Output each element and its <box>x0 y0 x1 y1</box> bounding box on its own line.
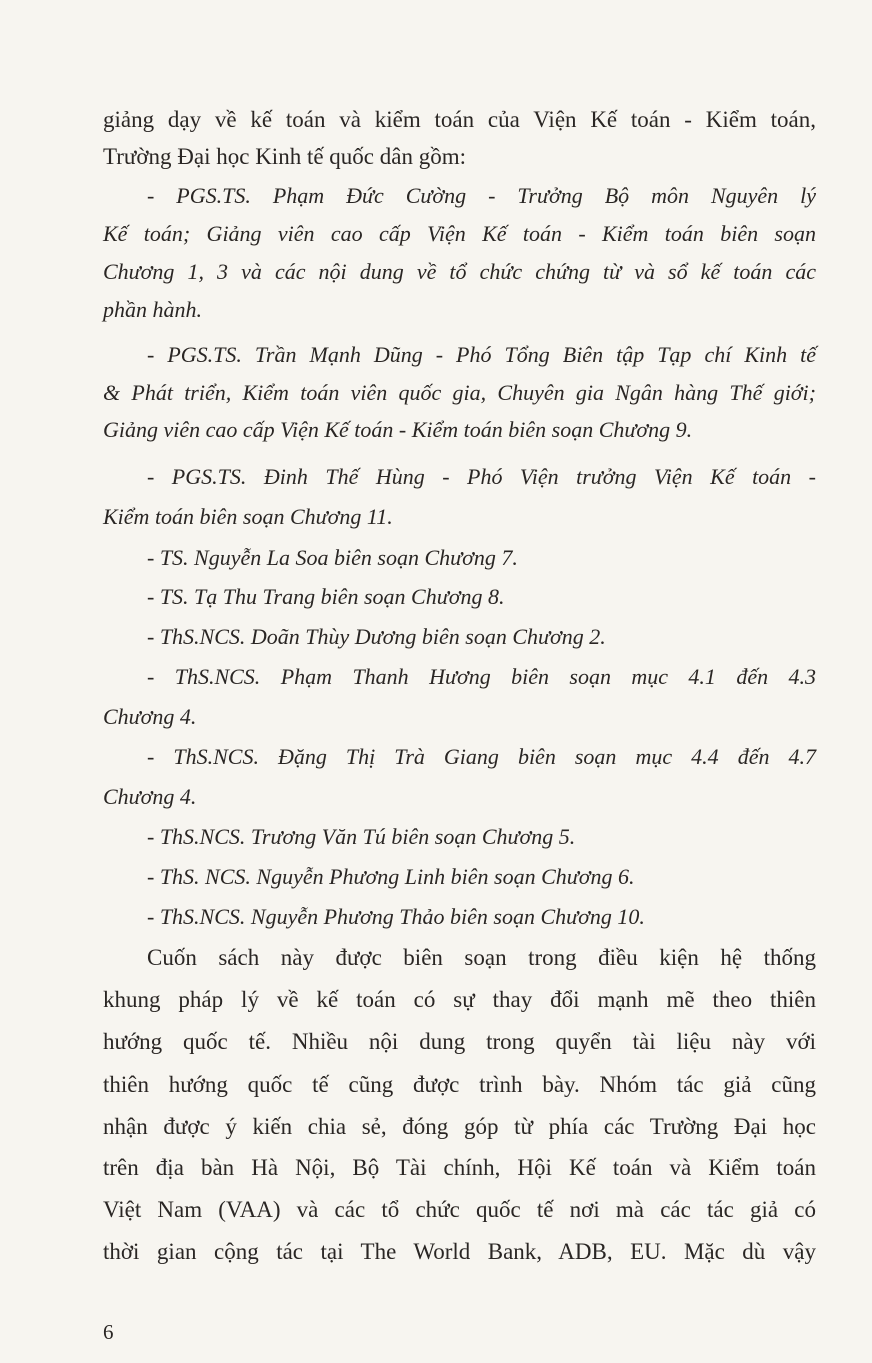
page-number: 6 <box>103 1320 114 1344</box>
text-line: - TS. Nguyễn La Soa biên soạn Chương 7. <box>147 545 518 570</box>
text-line: - ThS.NCS. Đặng Thị Trà Giang biên soạn mục 4.4 đến 4.7 <box>147 744 816 769</box>
text-line: Kiểm toán biên soạn Chương 11. <box>103 504 393 529</box>
text-line: - ThS.NCS. Trương Văn Tú biên soạn Chương 5. <box>147 824 576 849</box>
text-line: phần hành. <box>103 297 202 322</box>
text-line: Cuốn sách này được biên soạn trong điều kiện hệ thống <box>147 945 816 970</box>
text-line: - TS. Tạ Thu Trang biên soạn Chương 8. <box>147 584 505 609</box>
text-line: & Phát triển, Kiểm toán viên quốc gia, Chuyên gia Ngân hàng Thế giới; <box>103 380 816 405</box>
text-line: - ThS.NCS. Doãn Thùy Dương biên soạn Chương 2. <box>147 624 606 649</box>
text-line: - ThS. NCS. Nguyễn Phương Linh biên soạn Chương 6. <box>147 864 635 889</box>
text-line: Chương 4. <box>103 704 197 729</box>
text-line: - ThS.NCS. Nguyễn Phương Thảo biên soạn Chương 10. <box>147 904 645 929</box>
text-line: Chương 1, 3 và các nội dung về tổ chức chứng từ và sổ kế toán các <box>103 259 816 284</box>
text-line: - PGS.TS. Trần Mạnh Dũng - Phó Tổng Biên tập Tạp chí Kinh tế <box>147 342 816 367</box>
text-line: Trường Đại học Kinh tế quốc dân gồm: <box>103 144 466 169</box>
text-line: thời gian cộng tác tại The World Bank, ADB, EU. Mặc dù vậy <box>103 1239 816 1264</box>
text-line: trên địa bàn Hà Nội, Bộ Tài chính, Hội Kế toán và Kiểm toán <box>103 1155 816 1180</box>
text-line: Giảng viên cao cấp Viện Kế toán - Kiểm toán biên soạn Chương 9. <box>103 417 693 442</box>
text-line: Chương 4. <box>103 784 197 809</box>
text-line: khung pháp lý về kế toán có sự thay đổi mạnh mẽ theo thiên <box>103 987 816 1012</box>
text-line: - PGS.TS. Phạm Đức Cường - Trưởng Bộ môn Nguyên lý <box>147 183 816 208</box>
text-line: giảng dạy về kế toán và kiểm toán của Viện Kế toán - Kiểm toán, <box>103 107 816 132</box>
text-line: Việt Nam (VAA) và các tổ chức quốc tế nơi mà các tác giả có <box>103 1197 816 1222</box>
text-line: - ThS.NCS. Phạm Thanh Hương biên soạn mục 4.1 đến 4.3 <box>147 664 816 689</box>
text-line: - PGS.TS. Đinh Thế Hùng - Phó Viện trưởng Viện Kế toán - <box>147 464 816 489</box>
text-line: thiên hướng quốc tế cũng được trình bày. Nhóm tác giả cũng <box>103 1072 816 1097</box>
text-line: nhận được ý kiến chia sẻ, đóng góp từ phía các Trường Đại học <box>103 1114 816 1139</box>
text-line: Kế toán; Giảng viên cao cấp Viện Kế toán - Kiểm toán biên soạn <box>103 221 816 246</box>
text-line: hướng quốc tế. Nhiều nội dung trong quyển tài liệu này với <box>103 1029 816 1054</box>
